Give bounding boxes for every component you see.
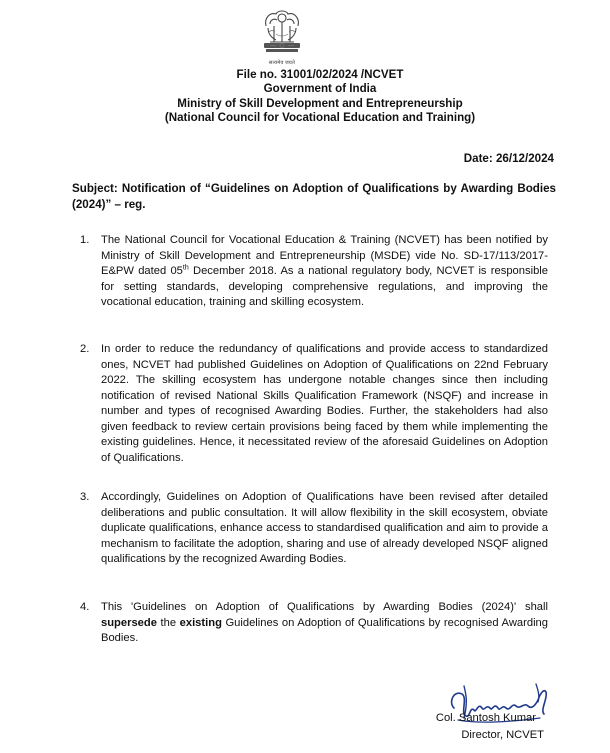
national-emblem-icon	[252, 4, 312, 62]
paragraph-text	[101, 233, 548, 311]
paragraph-text-part: December 2018. As a national regulatory body, NCVET is responsible for setting standards, developing comprehensive regulations, and improving the vocational education, training and skilling ecosystem.	[101, 265, 548, 308]
ministry-line: Ministry of Skill Development and Entrepreneurship	[177, 96, 463, 110]
paragraph-text-part: Guidelines on Adoption of Qualifications by recognised Awarding Bodies.	[101, 616, 548, 644]
government-line: Government of India	[263, 82, 377, 96]
paragraph-text-part: The National Council for Vocational Education & Training (NCVET) has been notified by Ministry of Skill Development and Entrepreneurship (MSDE) vide No. SD-17/113/2017-E&PW dated 05	[101, 234, 548, 277]
letter-date: Date: 26/12/2024	[463, 152, 554, 165]
paragraph-text-part: This 'Guidelines on Adoption of Qualifications by Awarding Bodies (2024)' shall	[101, 601, 548, 613]
paragraph-number: 3.	[80, 491, 90, 503]
paragraph-1	[80, 233, 548, 311]
council-line: (National Council for Vocational Education and Training)	[164, 110, 476, 124]
signatory-name: Col. Santosh Kumar	[435, 712, 536, 724]
file-number: File no. 31001/02/2024 /NCVET	[236, 68, 404, 81]
paragraph-text-part: the	[156, 616, 180, 629]
paragraph-number: 2.	[80, 343, 90, 355]
paragraph-3	[80, 490, 548, 568]
emblem-motto: सत्यमेव जयते	[268, 60, 296, 66]
paragraph-text: Accordingly, Guidelines on Adoption of Qualifications have been revised after detailed deliberations and public consultation. It will allow flexibility in the skill ecosystem, obviate duplicate qualifications, enhance access to standardised qualification and aim to provide a mechanism to facilitate the adoption, sharing and use of already developed NSQF aligned qualifications by the recognized Awarding Bodies.	[101, 491, 548, 565]
letter-header	[40, 68, 600, 125]
paragraph-number: 1.	[80, 234, 90, 246]
paragraph-text	[101, 600, 548, 647]
paragraph-number: 4.	[80, 601, 90, 613]
signatory-title: Director, NCVET	[461, 729, 544, 741]
paragraph-4	[80, 600, 548, 647]
subject-line: Subject: Notification of “Guidelines on Adoption of Qualifications by Awarding Bodies (2024)” – reg.	[72, 182, 556, 211]
paragraph-text: In order to reduce the redundancy of qualifications and provide access to standardized ones, NCVET had published Guidelines on Adoption of Qualifications on 22nd February 2022. The skilling ecosystem has undergone notable changes since then including notification of revised National Skills Qualification Framework (NSQF) and increase in number and types of recognised Awarding Bodies. Further, the stakeholders had also given feedback to review certain provisions being faced by them while implementing the existing guidelines. Hence, it necessitated review of the aforesaid Guidelines on Adoption of Qualifications.	[101, 343, 548, 464]
ordinal-superscript: th	[182, 264, 189, 272]
paragraph-2	[80, 342, 548, 466]
emphasis-existing: existing	[179, 616, 222, 629]
emphasis-supersede: supersede	[101, 616, 157, 629]
